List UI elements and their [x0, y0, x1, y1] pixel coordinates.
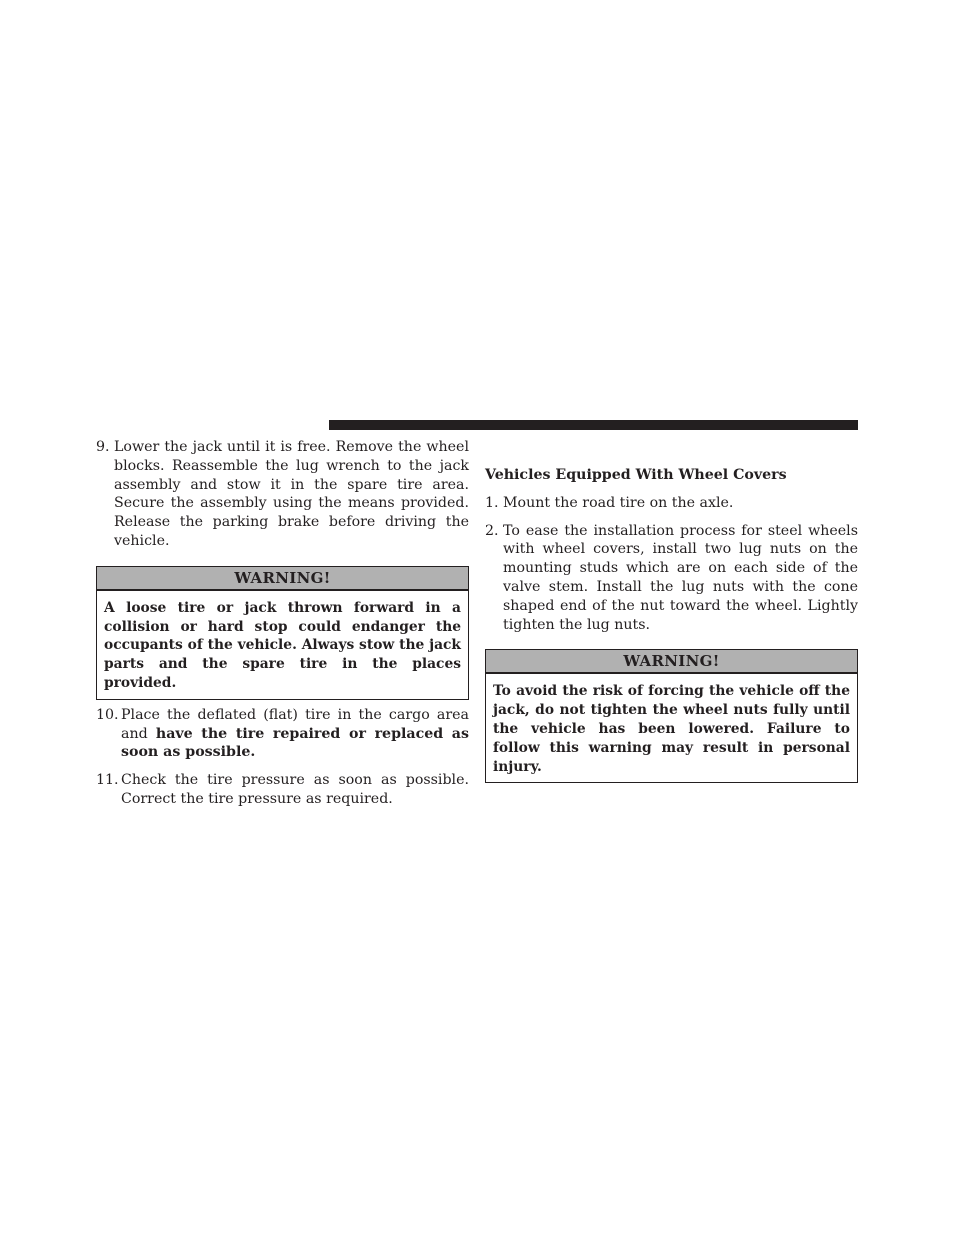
step-text: To ease the installation process for steel wheels with wheel covers, install two lug nuts on the mounting studs which are on each side of the valve stem. Install the lug nuts with the cone shaped end of the nut toward the wheel. Lightly tighten the lug nuts.: [503, 522, 858, 633]
header-rule: [329, 420, 858, 430]
section-heading: Vehicles Equipped With Wheel Covers: [485, 467, 787, 483]
step-11: [96, 771, 469, 809]
step-text: Check the tire pressure as soon as possible. Correct the tire pressure as required.: [121, 772, 469, 807]
warning-box-lug-nuts: [485, 649, 858, 783]
left-column: [96, 438, 469, 809]
step-text: Lower the jack until it is free. Remove the wheel blocks. Reassemble the lug wrench to the jack assembly and stow it in the spare tire area. Secure the assembly using the means provided. Release the parking brake before driving the vehicle.: [114, 439, 469, 549]
warning-box-stow: [96, 566, 469, 700]
step-number: 11.: [96, 772, 119, 789]
warning-title: WARNING!: [97, 567, 468, 591]
step-emphasis: have the tire repaired or replaced as soon as possible.: [121, 725, 469, 761]
warning-title: WARNING!: [486, 650, 857, 674]
step-9: [96, 438, 469, 551]
step-number: 2.: [485, 522, 499, 539]
step-2: [485, 522, 858, 635]
step-text: Mount the road tire on the axle.: [503, 494, 734, 511]
step-number: 9.: [96, 439, 110, 455]
step-1: [485, 494, 858, 513]
warning-text: To avoid the risk of forcing the vehicle off the jack, do not tighten the wheel nuts fully until the vehicle has been lowered. Failure to follow this warning may result in personal injury.: [493, 683, 850, 775]
step-text: Place the deflated (flat) tire in the cargo area and: [121, 706, 469, 742]
right-column: [485, 438, 858, 783]
step-number: 1.: [485, 494, 499, 511]
step-number: 10.: [96, 706, 119, 723]
step-10: [96, 706, 469, 762]
warning-text: A loose tire or jack thrown forward in a collision or hard stop could endanger the occupants of the vehicle. Always stow the jack parts and the spare tire in the places provided.: [104, 599, 461, 691]
